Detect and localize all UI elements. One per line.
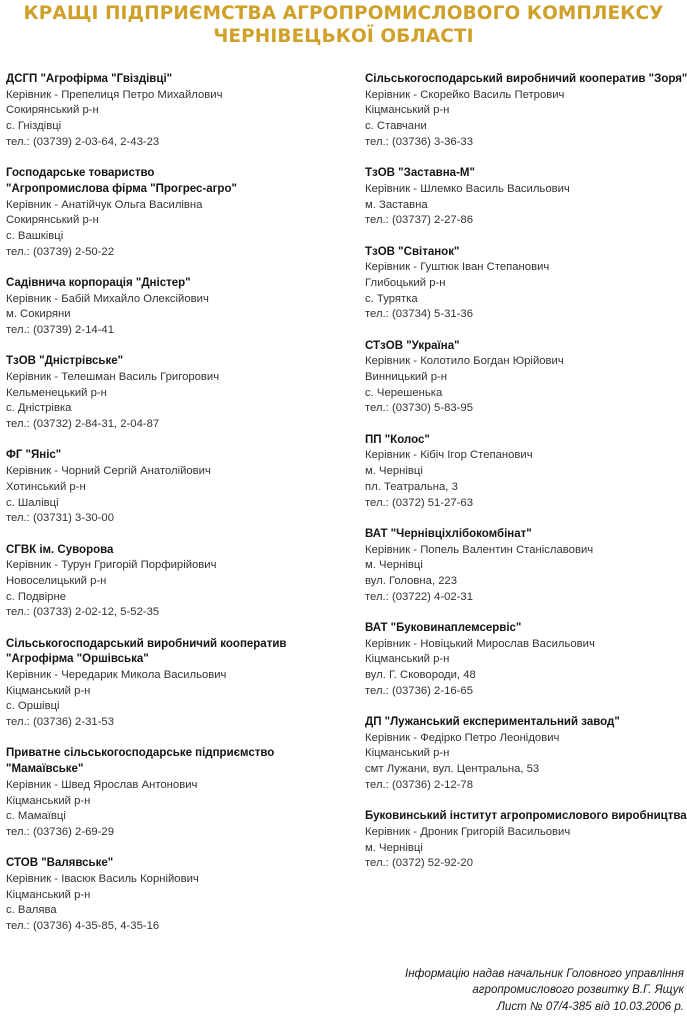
company-detail: Кіцманський р-н xyxy=(365,653,450,666)
company-detail: тел.: (03739) 2-14-41 xyxy=(6,324,114,337)
company-detail: с. Вашківці xyxy=(6,229,64,242)
company-entry xyxy=(365,527,687,606)
company-detail: Керівник - Колотило Богдан Юрійович xyxy=(365,355,564,368)
company-entry xyxy=(6,746,351,840)
company-name: ПП "Колос" xyxy=(365,433,430,446)
company-detail: тел.: (03731) 3-30-00 xyxy=(6,512,114,525)
company-detail: тел.: (03739) 2-03-64, 2-43-23 xyxy=(6,135,160,148)
company-name: ФГ "Яніс" xyxy=(6,449,62,462)
left-column xyxy=(6,72,351,950)
company-entry xyxy=(365,339,687,418)
company-detail: Хотинський р-н xyxy=(6,480,86,493)
company-detail: тел.: (03736) 2-69-29 xyxy=(6,825,114,838)
company-detail: Керівник - Івасюк Василь Корнійович xyxy=(6,872,199,885)
company-entry xyxy=(365,621,687,700)
page-title xyxy=(0,2,687,48)
company-detail: с. Ставчани xyxy=(365,120,427,133)
company-detail: с. Оршівці xyxy=(6,700,60,713)
company-detail: с. Турятка xyxy=(365,292,418,305)
company-detail: Керівник - Федірко Петро Леонідович xyxy=(365,731,560,744)
company-name: "Мамаївське" xyxy=(6,763,84,776)
company-detail: тел.: (0372) 52-92-20 xyxy=(365,857,473,870)
company-name: Буковинський інститут агропромислового виробництва xyxy=(365,810,687,823)
company-name: СТОВ "Валявське" xyxy=(6,857,114,870)
company-detail: Керівник - Дроник Григорій Васильович xyxy=(365,825,571,838)
company-name: ТзОВ "Дністрівське" xyxy=(6,355,124,368)
company-name: Сільськогосподарський виробничий кооператив xyxy=(6,637,287,650)
company-name: Господарське товариство xyxy=(6,167,155,180)
company-name: "Агрофірма "Оршівська" xyxy=(6,653,149,666)
company-entry xyxy=(365,809,687,872)
company-name: СГВК ім. Суворова xyxy=(6,543,114,556)
company-entry xyxy=(365,166,687,229)
company-name: Садівнича корпорація "Дністер" xyxy=(6,276,191,289)
company-detail: Кіцманський р-н xyxy=(6,888,91,901)
company-detail: тел.: (03736) 2-16-65 xyxy=(365,684,473,697)
title-line-1: КРАЩІ ПІДПРИЄМСТВА АГРОПРОМИСЛОВОГО КОМПЛЕКСУ xyxy=(23,3,664,24)
company-detail: тел.: (03732) 2-84-31, 2-04-87 xyxy=(6,418,160,431)
company-detail: тел.: (03736) 4-35-85, 4-35-16 xyxy=(6,920,160,933)
company-detail: с. Гніздівці xyxy=(6,120,62,133)
company-entry xyxy=(6,448,351,527)
company-entry xyxy=(6,856,351,935)
company-detail: Кіцманський р-н xyxy=(365,747,450,760)
company-detail: Керівник - Скорейко Василь Петрович xyxy=(365,88,565,101)
footer-line-3: Лист № 07/4-385 від 10.03.2006 р. xyxy=(496,999,684,1013)
company-detail: Новоселицький р-н xyxy=(6,574,107,587)
company-detail: смт Лужани, вул. Центральна, 53 xyxy=(365,763,540,776)
company-name: Приватне сільськогосподарське підприємство xyxy=(6,747,275,760)
company-entry xyxy=(365,72,687,151)
company-entry xyxy=(6,276,351,339)
company-detail: Кіцманський р-н xyxy=(365,104,450,117)
company-detail: Керівник - Швед Ярослав Антонович xyxy=(6,778,198,791)
company-detail: с. Дністрівка xyxy=(6,402,72,415)
company-detail: Кіцманський р-н xyxy=(6,794,91,807)
company-detail: вул. Г. Сковороди, 48 xyxy=(365,669,476,682)
company-detail: Керівник - Бабій Михайло Олексійович xyxy=(6,292,209,305)
company-detail: вул. Головна, 223 xyxy=(365,574,458,587)
company-detail: Керівник - Телешман Василь Григорович xyxy=(6,371,220,384)
company-entry xyxy=(6,354,351,433)
company-detail: м. Чернівці xyxy=(365,465,423,478)
company-name: "Агропромислова фірма "Прогрес-агро" xyxy=(6,182,237,195)
company-detail: Керівник - Препелиця Петро Михайлович xyxy=(6,88,223,101)
company-detail: Сокирянський р-н xyxy=(6,214,99,227)
company-detail: тел.: (03730) 5-83-95 xyxy=(365,402,473,415)
company-detail: Керівник - Турун Григорій Порфирійович xyxy=(6,559,217,572)
company-detail: Кельменецький р-н xyxy=(6,386,107,399)
company-detail: м. Сокиряни xyxy=(6,308,71,321)
company-entry xyxy=(6,166,351,260)
company-detail: Сокирянський р-н xyxy=(6,104,99,117)
company-detail: тел.: (03739) 2-50-22 xyxy=(6,245,114,258)
company-name: ТзОВ "Заставна-М" xyxy=(365,167,475,180)
company-entry xyxy=(6,72,351,151)
company-detail: с. Мамаївці xyxy=(6,810,66,823)
company-detail: с. Валява xyxy=(6,904,57,917)
company-detail: тел.: (03722) 4-02-31 xyxy=(365,590,473,603)
company-detail: тел.: (03736) 3-36-33 xyxy=(365,135,473,148)
company-entry xyxy=(6,543,351,622)
company-detail: Керівник - Новіцький Мирослав Васильович xyxy=(365,637,595,650)
company-detail: с. Черешенька xyxy=(365,386,443,399)
company-detail: Керівник - Попель Валентин Станіславович xyxy=(365,543,594,556)
footer-line-1: Інформацію надав начальник Головного управління xyxy=(405,967,684,980)
company-name: ВАТ "Чернівціхлібокомбінат" xyxy=(365,527,532,540)
footer-line-2: агропромислового розвитку В.Г. Ящук xyxy=(472,983,684,997)
company-detail: Глибоцький р-н xyxy=(365,276,446,289)
company-detail: с. Шалівці xyxy=(6,496,59,509)
company-name: Сільськогосподарський виробничий кооператив "Зоря" xyxy=(365,73,687,85)
right-column xyxy=(365,72,687,888)
company-detail: тел.: (03733) 2-02-12, 5-52-35 xyxy=(6,606,160,619)
company-name: ТзОВ "Світанок" xyxy=(365,245,460,258)
company-detail: Керівник - Чередарик Микола Васильович xyxy=(6,669,227,682)
title-line-2: ЧЕРНІВЕЦЬКОЇ ОБЛАСТІ xyxy=(213,26,474,47)
footer-note xyxy=(405,966,684,1015)
company-entry xyxy=(365,433,687,512)
company-detail: пл. Театральна, 3 xyxy=(365,480,458,493)
company-entry xyxy=(365,245,687,324)
company-detail: м. Чернівці xyxy=(365,559,423,572)
company-detail: м. Чернівці xyxy=(365,841,423,854)
company-detail: Керівник - Кібіч Ігор Степанович xyxy=(365,449,533,462)
company-name: ВАТ "Буковинаплемсервіс" xyxy=(365,621,522,634)
company-detail: Керівник - Шлемко Василь Васильович xyxy=(365,182,570,195)
company-entry xyxy=(6,637,351,731)
company-detail: Керівник - Чорний Сергій Анатолійович xyxy=(6,465,211,478)
company-detail: м. Заставна xyxy=(365,198,428,211)
company-detail: тел.: (03734) 5-31-36 xyxy=(365,308,473,321)
company-name: ДП "Лужанський експериментальний завод" xyxy=(365,716,620,729)
company-detail: с. Подвірне xyxy=(6,590,66,603)
company-detail: тел.: (03736) 2-31-53 xyxy=(6,716,114,729)
company-name: ДСГП "Агрофірма "Гвіздівці" xyxy=(6,73,173,85)
company-detail: тел.: (03736) 2-12-78 xyxy=(365,778,473,791)
company-detail: Кіцманський р-н xyxy=(6,684,91,697)
company-detail: тел.: (0372) 51-27-63 xyxy=(365,496,473,509)
company-detail: Керівник - Гуштюк Іван Степанович xyxy=(365,261,550,274)
company-entry xyxy=(365,715,687,794)
company-detail: тел.: (03737) 2-27-86 xyxy=(365,214,473,227)
company-detail: Керівник - Анатійчук Ольга Василівна xyxy=(6,198,203,211)
company-name: СТзОВ "Україна" xyxy=(365,339,460,352)
company-detail: Винницький р-н xyxy=(365,371,447,384)
